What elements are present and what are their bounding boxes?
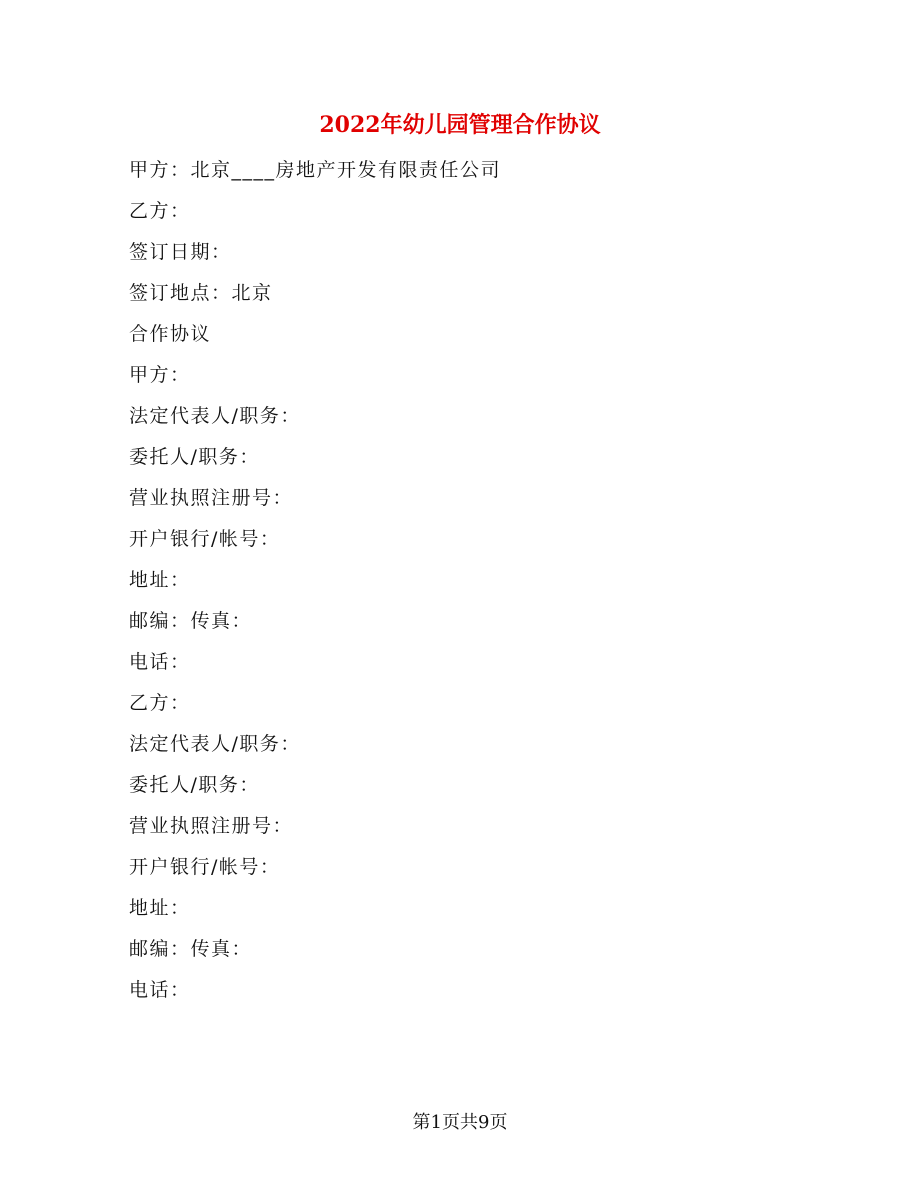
party-a-license-field: 营业执照注册号：	[129, 487, 294, 509]
party-b-phone-field: 电话：	[129, 979, 191, 1001]
document-title: 2022年幼儿园管理合作协议	[319, 112, 601, 138]
party-b-legal-rep-field: 法定代表人/职务：	[129, 733, 301, 755]
party-b-postcode-fax-field: 邮编：传真：	[129, 938, 253, 960]
party-a-bank-field: 开户银行/帐号：	[129, 528, 281, 550]
party-a-agent-field: 委托人/职务：	[129, 446, 260, 468]
section-heading: 合作协议	[129, 323, 212, 345]
document-body	[129, 155, 501, 1016]
party-a-company-line: 甲方：北京____房地产开发有限责任公司	[129, 159, 502, 181]
party-a-legal-rep-field: 法定代表人/职务：	[129, 405, 301, 427]
party-b-address-field: 地址：	[129, 897, 191, 919]
signing-date-line: 签订日期：	[129, 241, 232, 263]
party-a-phone-field: 电话：	[129, 651, 191, 673]
party-b-label: 乙方：	[129, 692, 191, 714]
party-b-license-field: 营业执照注册号：	[129, 815, 294, 837]
party-a-postcode-fax-field: 邮编：传真：	[129, 610, 253, 632]
page-number-footer: 第1页共9页	[412, 1112, 508, 1133]
party-b-agent-field: 委托人/职务：	[129, 774, 260, 796]
party-a-address-field: 地址：	[129, 569, 191, 591]
party-b-line: 乙方：	[129, 200, 191, 222]
party-a-label: 甲方：	[129, 364, 191, 386]
signing-place-line: 签订地点：北京	[129, 282, 273, 304]
party-b-bank-field: 开户银行/帐号：	[129, 856, 281, 878]
